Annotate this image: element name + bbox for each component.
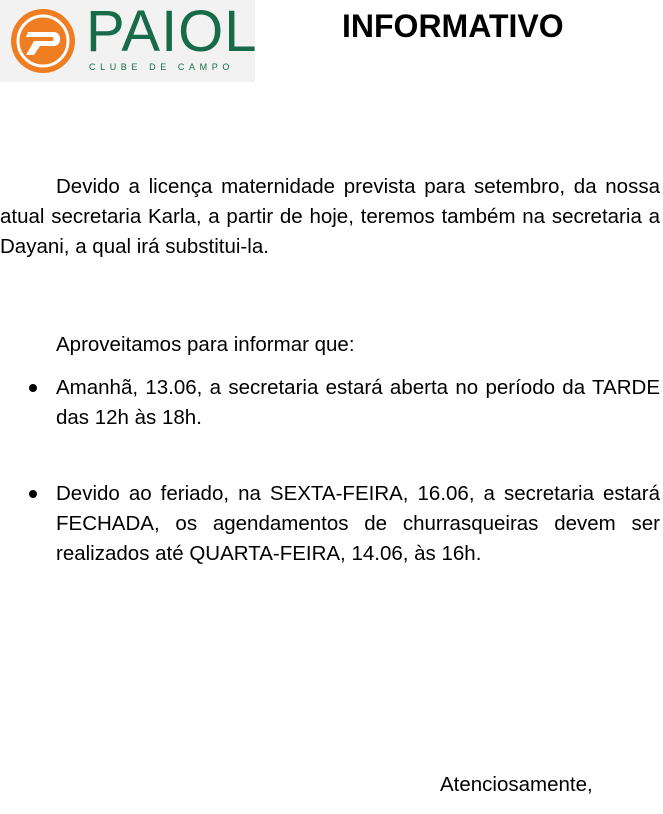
closing-salutation: Atenciosamente, <box>440 773 593 796</box>
bullet-icon <box>29 490 37 498</box>
club-logo <box>0 0 258 82</box>
paiol-logo-mark-icon <box>10 8 76 74</box>
document-title: INFORMATIVO <box>342 8 564 44</box>
list-item-text: Devido ao feriado, na SEXTA-FEIRA, 16.06, a secretaria estará FECHADA, os agendamentos de churrasqueiras devem ser realizados até QUARTA-FEIRA, 14.06, às 16h. <box>56 482 660 565</box>
bullet-icon <box>29 384 37 392</box>
paragraph-intro: Devido a licença maternidade prevista para setembro, da nossa atual secretaria Karla, a partir de hoje, teremos também na secretaria a Dayani, a qual irá substitui-la. <box>0 175 660 258</box>
list-item-text: Amanhã, 13.06, a secretaria estará aberta no período da TARDE das 12h às 18h. <box>56 376 660 429</box>
notice-list <box>0 373 660 569</box>
list-item <box>0 479 660 569</box>
logo-wordmark: PAIOL <box>86 0 258 64</box>
paragraph-announcement: Aproveitamos para informar que: <box>56 333 355 356</box>
logo-tagline: CLUBE DE CAMPO <box>89 62 234 72</box>
list-item <box>0 373 660 433</box>
